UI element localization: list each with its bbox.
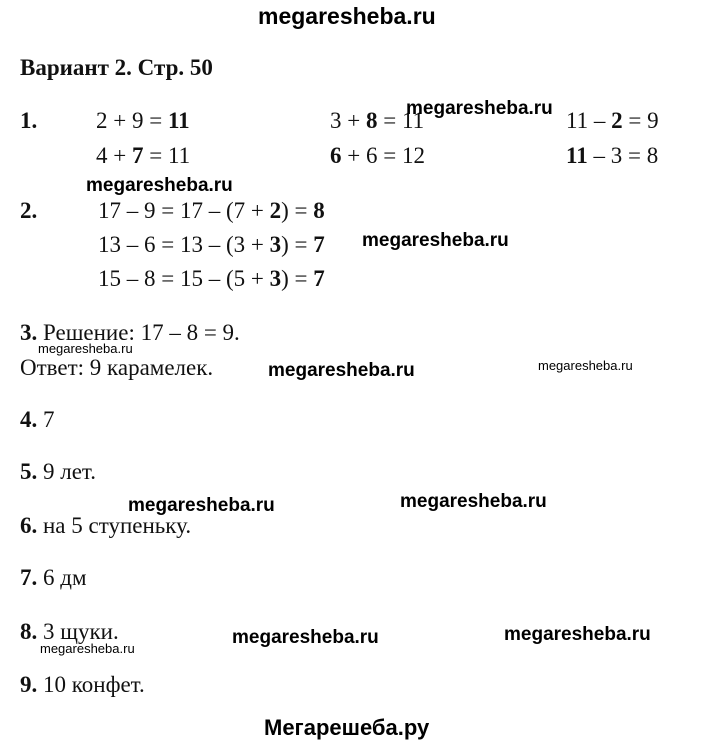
watermark-mark: megaresheba.ru (268, 360, 415, 381)
watermark-mark: megaresheba.ru (504, 624, 651, 645)
footer-watermark: Мегарешеба.ру (264, 715, 430, 740)
watermark-mark: megaresheba.ru (40, 641, 135, 656)
task2-line-2: 13 – 6 = 13 – (3 + 3) = 7 (98, 232, 325, 257)
task2-line-3: 15 – 8 = 15 – (5 + 3) = 7 (98, 266, 325, 291)
watermark-mark: megaresheba.ru (232, 627, 379, 648)
task7-answer: 7. 6 дм (20, 565, 87, 590)
page-title: Вариант 2. Стр. 50 (20, 55, 213, 80)
task6-answer: 6. на 5 ступеньку. (20, 513, 192, 538)
task3-solution: 3. Решение: 17 – 8 = 9. (20, 320, 240, 345)
watermark-mark: megaresheba.ru (406, 98, 553, 119)
watermark-mark: megaresheba.ru (86, 175, 233, 196)
task1-eq-5: 6 + 6 = 12 (330, 143, 425, 168)
task1-label: 1. (20, 108, 38, 133)
task2-line-1: 17 – 9 = 17 – (7 + 2) = 8 (98, 198, 325, 223)
watermark-mark: megaresheba.ru (362, 230, 509, 251)
task1-eq-1: 2 + 9 = 11 (96, 108, 190, 133)
watermark-mark: megaresheba.ru (400, 491, 547, 512)
task9-answer: 9. 10 конфет. (20, 672, 145, 697)
task1-eq-3: 11 – 2 = 9 (566, 108, 659, 133)
task8-answer: 8. 3 щуки. (20, 619, 119, 644)
task3-answer: Ответ: 9 карамелек. (20, 355, 214, 380)
header-watermark: megaresheba.ru (258, 3, 436, 29)
task1-eq-4: 4 + 7 = 11 (96, 143, 191, 168)
watermark-mark: megaresheba.ru (128, 495, 275, 516)
task1-eq-2: 3 + 8 = 11 (330, 108, 425, 133)
task1-eq-6: 11 – 3 = 8 (566, 143, 659, 168)
watermark-mark: megaresheba.ru (38, 341, 133, 356)
task5-answer: 5. 9 лет. (20, 459, 97, 484)
task2-label: 2. (20, 198, 38, 223)
watermark-mark: megaresheba.ru (538, 358, 633, 373)
task4-answer: 4. 7 (20, 407, 55, 432)
